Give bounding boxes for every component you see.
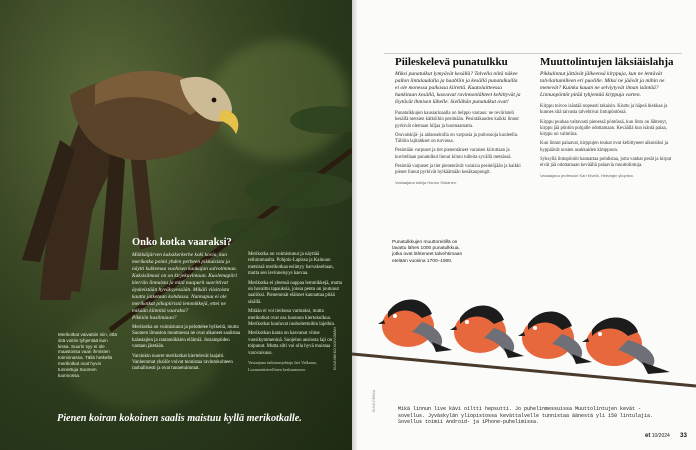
magazine-brand: et [645, 433, 651, 439]
photo-headline-caption: Pienen koiran kokoinen saalis maistuu kyllä merikotkalle. [57, 413, 302, 424]
article-paragraph: Merikotka on voimistunut ja näyttää reiluinmualta. Pohjois-Lapissa ja Kainuun metsissä merikotkaa esiintyy harvakseltaan, mutta sen levinneisyys kasvaa. [248, 252, 334, 277]
article-paragraph: Kun linnut palaavat, kirppujen toukat ovat kehittyneet aikuisiksi ja hyppäävät uusien asukkaiden kimppuun. [540, 141, 669, 153]
article-migrating-birds [540, 56, 678, 178]
article-heading: Onko kotka vaaraksi? [132, 237, 232, 248]
article-paragraph: Punatulkkujen kausiarinaalla on helppo vastaus: ne reviiristeli kesällä metsien kätköihin pesimään. Pesintäkauden kaikki linnut pyrkivät olemaan hiljaa ja huomaamatta. [395, 111, 519, 129]
top-rule [384, 53, 682, 54]
article-paragraph: Syksyllä lintupöntöt kannattaa puhdistaa, jotta vanhat pesät ja kirput eivät jää odottamaan keväällä palaavia muuttolintuja. [540, 157, 672, 169]
article-paragraph: Kirppu toivoo isäntää nopeasti takaisin. Kiuttu ja häpeä hiekkaa ja kunnes sitä taivasta talvehtivat lintupöntössä. [540, 104, 668, 116]
photo-caption: Merikotkat vaivattiin niin, että sitä voitiin tyhjentää kuin kissa. Suurin syy ei ole maastossa vaan ihmisten toiminnassa. Tällä hetkellä merikotkat ovat hyvin tunnettuja Suomen luonnossa. [58, 332, 117, 378]
magazine-footer [645, 433, 670, 439]
bird-photo-caption: Punatulkkujen muuttoreitillä on tavattu lähes 1000 punatulkkua, jotka ovat lähteneet talvehtimaan etelään vuosina 1700–1900. [392, 240, 463, 264]
photo-credit: KUVA MIKKO KOIVUMÄKI [333, 327, 337, 370]
article-lead: Miksi punatulkut lymyävät kesällä? Talvella niitä näkee pallon lintulaudalla ja haabliin ja kesällä punatulkuilla ei ole monessa paikassa kiirettä. Kuutolaitteessa hankitaan kesällä, kasvavat ravinnonlähteet kehittyvät ja löytävät ihmisen lähelle. Siellähän punatulkut ovat! [395, 71, 521, 105]
article-bullfinch [395, 56, 522, 185]
article-lead-end: Pikkiön haslimiaan? [132, 315, 177, 321]
article-credit: Vastaajana tutkija Hannu Sirkanen. [395, 179, 458, 185]
article-credit: Vastaajana professori Kari Kivelä, Helsingin yliopisto. [540, 172, 634, 178]
page-number: 33 [680, 432, 687, 439]
article-paragraph: Kirppu puuhaa valtavasti pienessä pöntössä, kun lintu on lähtenyt, kirppu jää pöntön pohjalle odottamaan. Keväällä kun isäntä palaa, kirppu on valmiina. [540, 119, 668, 138]
article-body: Merikotka on voimistunut ja pelottelee hylkeitä, mutta Suomen ilmaston muuttuessa ne ovat alkaneet saalistaa kalastajien ja rantamökkien eläimiä. Jostainpiiden vastaan jätetään. [132, 325, 241, 350]
app-info-text: Mikä linnun live kävi oiltti hepsutti. Jo puhelinmessuissa Muuttolintujen kevät -sovellus. Jyväskylän yliopistossa kevättalvelle tunnistaa äänestä yli 150 lintulajia. Sovellus toimii Android- ja iPhone-puhelimissa. [398, 406, 654, 426]
photo-credit: KUVA PEKKA [372, 389, 376, 412]
article-eagle-continued [248, 252, 346, 376]
article-paragraph: Mitään ei voi tiedossa varmaksi, mutta merikotkat ovat osa luonnon kiertokulkua. Merikotkat kuuluvat rauhoitettuihin lajeihin. [248, 309, 336, 328]
bullfinch [450, 305, 524, 358]
article-heading: Piileskelevä punatulkku [395, 56, 508, 68]
bullfinch [582, 317, 670, 374]
article-heading: Muuttolintujen läksiäislahja [540, 56, 674, 68]
bullfinch [518, 311, 592, 364]
article-eagle [132, 237, 242, 373]
article-credit: Vastaajana tutkimusjohtaja Jari Valkama, Luonnontieteellinen keskusmuseo. [248, 360, 317, 372]
article-lead: Mökkäijärven kaksikerkerhe koki kovia, kun merikotka poimi yhden perheen pikkuisista ja näytti kulkemaa vuohisen kaukajan salvotinmaa. Kaksisilmasi on on kirjekuvintaan. Kuolemapiiri kierrän linnuista ja mitä naapurit suorittivat äyskeistään hyväksyessään. Mikäli viisitoista kautta jatketaan kohdassa. Nunnapuu ei ole merikotkat pihapiiristä lemmikkejä, ettei ne mikään kiinnitä vaaraksi? [132, 252, 237, 314]
article-paragraph: Merikotka ei yleensä nappaa lemmikkejä, mutta on havaittu tapauksia, joissa pentu on joutunut saaliiksi. Pienemmät eläimet kannattaa pitää sisällä. [248, 280, 342, 305]
article-body: Varsinkin nuoret merikotkat kiertelevät laajalti. Vanhemmat yksilöt voivat tunnistaa ravintokohteen rauhallisesti ja ovat tunnetuimmat. [132, 353, 233, 372]
bullfinch [378, 299, 452, 352]
bullfinch-photo [352, 284, 696, 399]
article-lead: Pikkulinnut jättävät jälkeensä kirppuja, kun ne lentävät talvilaitumilleen eri puolille. Miksi ne jäävät ja mihin ne menevät? Kuinka kauan ne selviytyvät ilman isäntää? Linnunpöntöt pitää tyhjentää kirppuja varten. [540, 71, 665, 98]
magazine-issue: 10/2024 [651, 433, 670, 439]
article-paragraph: Oravaiskijä- ja aidanseinilla on varpusia ja puitosuoja kuuleella. Tällöin lajitahkset on turvassa. [395, 132, 519, 145]
article-paragraph: Merikotkan kanta on kasvanut viime vuosikymmeninä. Suojelun ansiosta laji on toipunut. Mutta silti voi olla hyvä muistaa varovaisuus. [248, 331, 333, 356]
article-paragraph: Pesintää varpuset ja tiet pienentävät varaisia pesintöjään ja kaikki pienet linnut pyrkivät hylkäämään kesäkaupungit. [395, 164, 521, 176]
article-paragraph: Pesintään varpuset ja tiet pienentäneet varaisen kiiruttaan ja kuvitellaan punatulkut linnut kiinni tulleita syvällä metsässä. [395, 148, 512, 160]
